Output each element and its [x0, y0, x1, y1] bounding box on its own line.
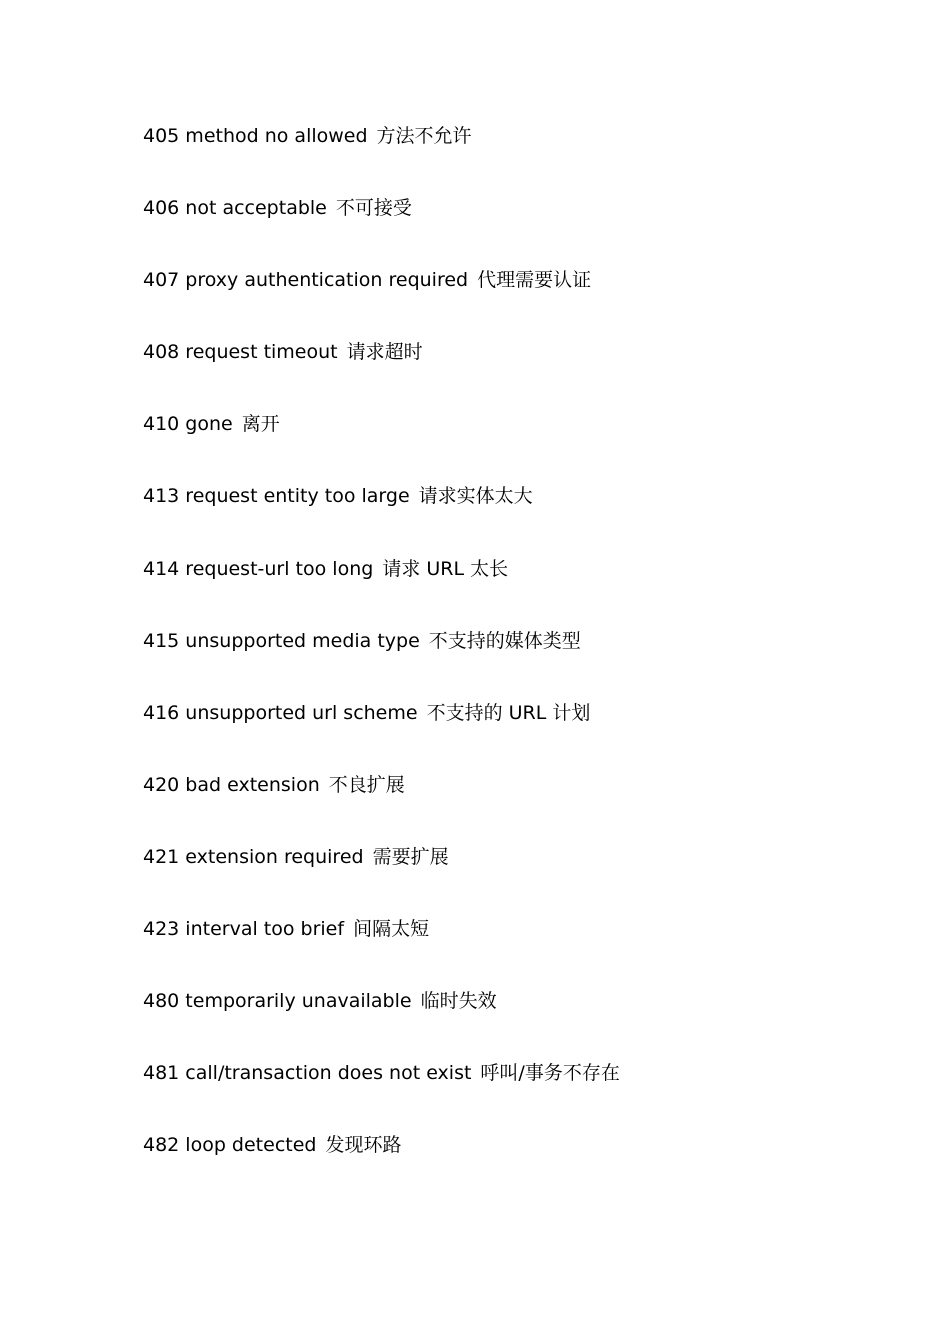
- list-item: [143, 771, 620, 843]
- status-translation: 不可接受: [335, 197, 412, 220]
- list-item: [143, 843, 620, 915]
- status-code-text: 420 bad extension: [143, 773, 320, 796]
- status-translation: 呼叫/事务不存在: [480, 1062, 620, 1085]
- list-item: [143, 1131, 620, 1203]
- list-item: [143, 338, 620, 410]
- list-item: [143, 915, 620, 987]
- status-translation: 方法不允许: [376, 125, 472, 147]
- status-code-text: 415 unsupported media type: [143, 629, 420, 652]
- list-item: [143, 627, 620, 699]
- status-translation: 不支持的 URL 计划: [426, 701, 591, 724]
- list-item: [143, 410, 620, 482]
- status-code-text: 407 proxy authentication required: [143, 269, 469, 292]
- status-code-text: 482 loop detected: [143, 1134, 317, 1157]
- status-translation: 请求实体太大: [418, 485, 533, 508]
- status-code-text: 414 request-url too long: [143, 557, 374, 580]
- status-translation: 发现环路: [325, 1134, 402, 1157]
- status-translation: 需要扩展: [372, 845, 449, 868]
- status-translation: 请求超时: [346, 341, 423, 364]
- status-code-text: 416 unsupported url scheme: [143, 701, 418, 724]
- list-item: [143, 482, 620, 554]
- status-translation: 不支持的媒体类型: [428, 629, 581, 652]
- status-code-text: 410 gone: [143, 413, 233, 436]
- list-item: [143, 699, 620, 771]
- status-code-text: 408 request timeout: [143, 341, 338, 364]
- list-item: [143, 194, 620, 266]
- status-translation: 请求 URL 太长: [382, 557, 509, 580]
- status-code-text: 405 method no allowed: [143, 125, 368, 147]
- list-item: [143, 555, 620, 627]
- list-item: [143, 987, 620, 1059]
- status-code-text: 423 interval too brief: [143, 918, 345, 941]
- status-code-text: 413 request entity too large: [143, 485, 410, 508]
- status-code-text: 480 temporarily unavailable: [143, 990, 412, 1013]
- list-item: [143, 266, 620, 338]
- list-item: [143, 122, 620, 194]
- status-translation: 代理需要认证: [477, 269, 592, 292]
- status-code-text: 406 not acceptable: [143, 197, 327, 220]
- status-translation: 离开: [241, 413, 280, 436]
- status-code-text: 481 call/transaction does not exist: [143, 1062, 472, 1085]
- status-translation: 间隔太短: [353, 918, 430, 941]
- status-code-list: [143, 122, 620, 1203]
- status-translation: 临时失效: [420, 990, 497, 1013]
- status-translation: 不良扩展: [328, 773, 405, 796]
- status-code-text: 421 extension required: [143, 845, 364, 868]
- list-item: [143, 1059, 620, 1131]
